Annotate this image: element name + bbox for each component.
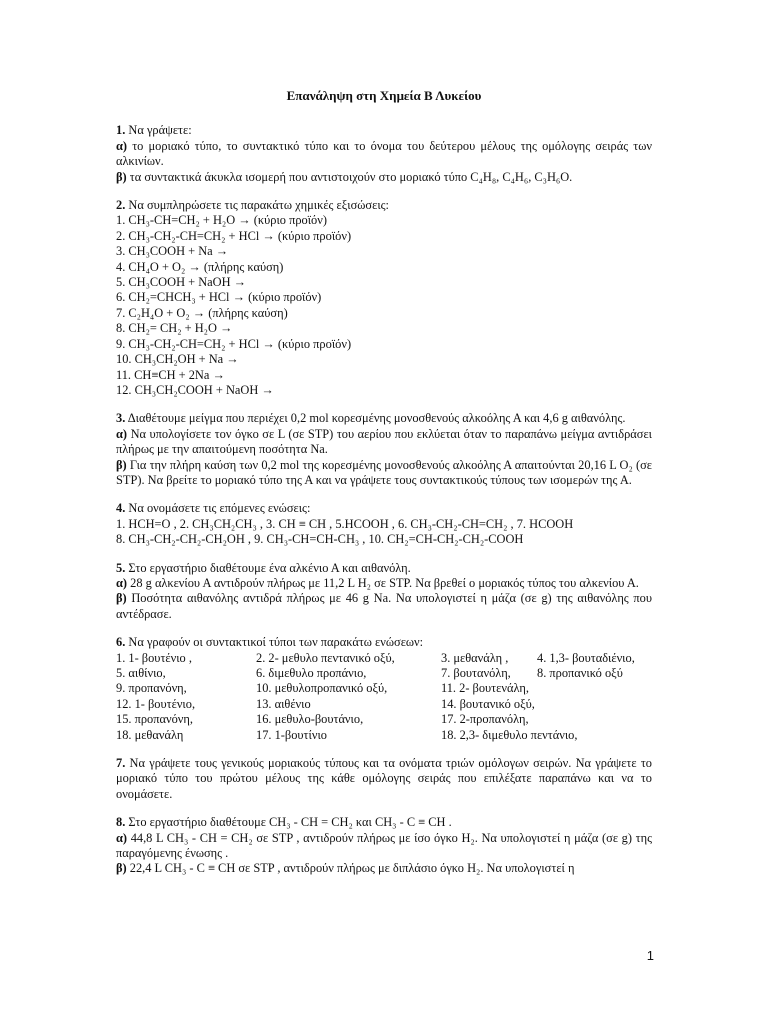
question-intro: Να συμπληρώσετε τις παρακάτω χημικές εξισώσεις:: [128, 198, 390, 213]
question-6: [116, 635, 652, 743]
compound-name: 13. αιθένιο: [256, 696, 311, 711]
equation-item: 2. CH₃-CH₂-CH=CH₂ + HCl → (κύριο προϊόν): [116, 228, 352, 243]
part-label: α): [116, 830, 128, 845]
equation-item: 9. CH₃-CH₂-CH=CH₂ + HCl → (κύριο προϊόν): [116, 336, 352, 351]
question-8: [116, 815, 652, 877]
question-number: 6.: [116, 635, 126, 650]
document-title: Επανάληψη στη Χημεία Β Λυκείου: [286, 88, 482, 103]
part-label: α): [116, 575, 128, 590]
question-text: Να γράψετε τους γενικούς μοριακούς τύπους και τα ονόματα τριών ομόλογων σειρών. Να γράψετε το μοριακό τύπο του πρώτου μέλους της κάθε ομόλογης σειράς που επιλέξατε παραπάνω και να το ονομάσετε.: [116, 756, 652, 801]
compound-list-line: 1. HCH=O , 2. CH₃CH₂CH₃ , 3. CH ≡ CH , 5.HCOOH , 6. CH₃-CH₂-CH=CH₂ , 7. HCOOH: [116, 516, 574, 531]
part-text: 22,4 L CH₃ - C ≡ CH σε STP , αντιδρούν πλήρως με διπλάσιο όγκο H₂. Να υπολογιστεί η: [129, 861, 575, 876]
part-text: Ποσότητα αιθανόλης αντιδρά πλήρως με 46 g Na. Να υπολογιστεί η μάζα (σε g) της αιθανόλης που αντέδρασε.: [116, 591, 652, 621]
compound-name: 11. 2- βουτενάλη,: [441, 681, 529, 696]
compound-names-grid: [116, 651, 652, 743]
question-number: 2.: [116, 198, 126, 213]
compound-name: 9. προπανόνη,: [116, 681, 187, 696]
part-text: 44,8 L CH₃ - CH = CH₂ σε STP , αντιδρούν πλήρως με ίσο όγκο H₂. Να υπολογιστεί η μάζα (σε g) της παραγόμενης ένωσης .: [116, 830, 652, 861]
question-number: 4.: [116, 501, 126, 516]
part-label: β): [116, 861, 127, 876]
equation-item: 1. CH₃-CH=CH₂ + H₂O → (κύριο προϊόν): [116, 213, 327, 228]
question-3: [116, 411, 652, 488]
compound-name: [537, 712, 652, 727]
document-body: [116, 88, 652, 890]
compound-name: 16. μεθυλο-βουτάνιο,: [256, 712, 364, 727]
question-number: 8.: [116, 815, 126, 830]
question-7: [116, 756, 652, 802]
compound-name: 7. βουτανόλη,: [441, 666, 511, 680]
part-label: β): [116, 169, 127, 184]
compound-name: 14. βουτανικό οξύ,: [441, 696, 535, 711]
part-text: Να υπολογίσετε τον όγκο σε L (σε STP) του αερίου που εκλύεται όταν το παραπάνω μείγμα αντιδράσει πλήρως με την απαιτούμενη ποσότητα Na.: [116, 426, 652, 457]
question-number: 5.: [116, 560, 126, 575]
part-label: α): [116, 138, 128, 153]
question-intro: Διαθέτουμε μείγμα που περιέχει 0,2 mol κορεσμένης μονοσθενούς αλκοόλης Α και 4,6 g αιθανόλης.: [127, 411, 626, 426]
question-intro: Να ονομάσετε τις επόμενες ενώσεις:: [128, 501, 311, 516]
question-intro: Να γραφούν οι συντακτικοί τύποι των παρακάτω ενώσεων:: [128, 635, 424, 650]
part-text: Για την πλήρη καύση των 0,2 mol της κορεσμένης μονοσθενούς αλκοόλης Α απαιτούνται 20,16 L O₂ (σε STP). Να βρείτε το μοριακό τύπο της Α και να γράψετε τους συντακτικούς τύπους των ισομερών της Α.: [116, 457, 652, 487]
compound-name: 6. διμεθυλο προπάνιο,: [256, 666, 367, 680]
compound-name: 15. προπανόνη,: [116, 712, 193, 727]
compound-name: 18. 2,3- διμεθυλο πεντάνιο,: [441, 727, 578, 742]
compound-name: 3. μεθανάλη ,: [441, 650, 509, 665]
equation-item: 5. CH₃COOH + NaOH →: [116, 275, 247, 290]
equation-item: 10. CH₃CH₂OH + Na →: [116, 352, 239, 367]
part-text: το μοριακό τύπο, το συντακτικό τύπο και το όνομα του δεύτερου μέλους της ομόλογης σειράς των αλκινίων.: [116, 138, 652, 169]
question-2: [116, 198, 652, 398]
equation-item: 8. CH₂= CH₂ + H₂O →: [116, 321, 233, 336]
equation-item: 4. CH₄O + O₂ → (πλήρης καύση): [116, 259, 284, 274]
compound-name: 4. 1,3- βουταδιένιο,: [537, 650, 635, 665]
equation-item: 12. CH₃CH₂COOH + NaOH →: [116, 382, 274, 397]
part-text: τα συντακτικά άκυκλα ισομερή που αντιστοιχούν στο μοριακό τύπο C₄H₈, C₄H₆, C₃H₆O.: [129, 169, 573, 184]
question-intro: Να γράψετε:: [128, 123, 192, 138]
question-number: 3.: [116, 411, 126, 426]
question-number: 1.: [116, 123, 126, 138]
equation-item: 3. CH₃COOH + Na →: [116, 244, 229, 259]
equation-item: 6. CH₂=CHCH₃ + HCl → (κύριο προϊόν): [116, 290, 322, 305]
part-label: β): [116, 591, 127, 606]
compound-name: 1. 1- βουτένιο ,: [116, 650, 192, 665]
equation-item: 7. C₂H₄O + O₂ → (πλήρης καύση): [116, 305, 288, 320]
compound-name: [537, 728, 652, 743]
compound-name: 17. 2-προπανόλη,: [441, 712, 529, 727]
compound-name: 5. αιθίνιο,: [116, 666, 166, 680]
compound-name: 8. προπανικό οξύ: [537, 666, 623, 680]
compound-name: [537, 697, 652, 712]
compound-name: 2. 2- μεθυλο πεντανικό οξύ,: [256, 650, 395, 665]
question-1: [116, 123, 652, 185]
compound-name: [537, 681, 652, 696]
part-label: α): [116, 426, 128, 441]
question-4: [116, 501, 652, 547]
page-number: 1: [646, 948, 654, 963]
equation-item: 11. CH≡CH + 2Na →: [116, 367, 225, 382]
compound-name: 18. μεθανάλη: [116, 727, 184, 742]
part-text: 28 g αλκενίου Α αντιδρούν πλήρως με 11,2 L H₂ σε STP. Να βρεθεί ο μοριακός τύπος του αλκενίου Α.: [130, 575, 639, 590]
compound-name: 10. μεθυλοπροπανικό οξύ,: [256, 681, 388, 696]
compound-name: 17. 1-βουτίνιο: [256, 727, 327, 742]
question-intro: Στο εργαστήριο διαθέτουμε ένα αλκένιο Α και αιθανόλη.: [128, 560, 411, 575]
compound-list-line: 8. CH₃-CH₂-CH₂-CH₂OH , 9. CH₃-CH=CH-CH₃ , 10. CH₂=CH-CH₂-CH₂-COOH: [116, 532, 524, 547]
question-intro: Στο εργαστήριο διαθέτουμε CH₃ - CH = CH₂ και CH₃ - C ≡ CH .: [128, 815, 452, 830]
question-number: 7.: [116, 756, 126, 771]
question-5: [116, 561, 652, 623]
part-label: β): [116, 457, 127, 472]
compound-name: 12. 1- βουτένιο,: [116, 696, 196, 711]
